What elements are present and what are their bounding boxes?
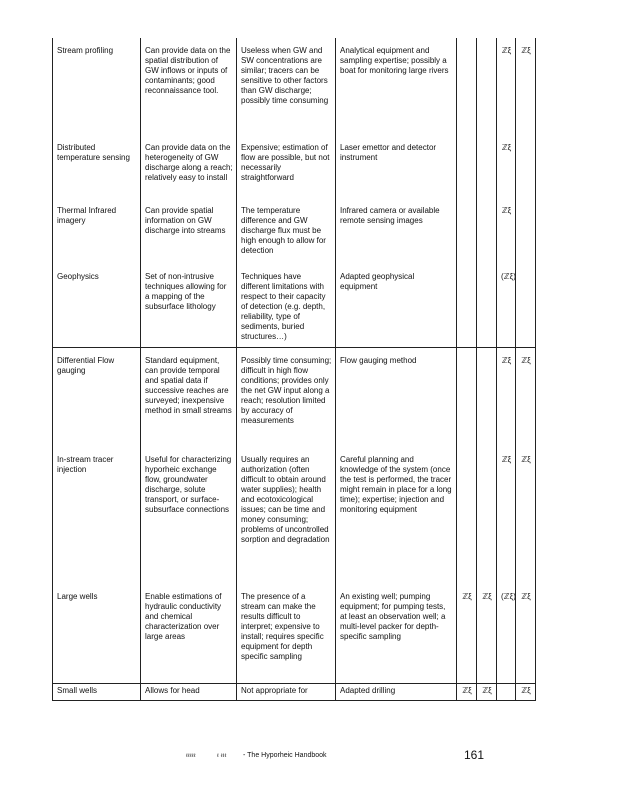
page-number: 161 — [464, 748, 485, 762]
mark-cell: ℤξ — [516, 683, 536, 700]
mark-cell — [477, 264, 497, 347]
mark-cell: ℤξ — [516, 447, 536, 584]
method-cell: Small wells — [53, 683, 141, 700]
limitations-cell: Possibly time consuming; difficult in high flow conditions; provides only the net GW input along a reach; resolution limited by accuracy of measurements — [237, 347, 336, 447]
mark-cell — [516, 198, 536, 264]
table-row — [53, 135, 536, 198]
table-row — [53, 347, 536, 447]
method-cell: Thermal Infrared imagery — [53, 198, 141, 264]
mark-cell — [516, 135, 536, 198]
requirements-cell: Analytical equipment and sampling expertise; possibly a boat for monitoring large rivers — [336, 38, 457, 135]
mark-cell — [477, 198, 497, 264]
mark-cell: ℤξ — [457, 683, 477, 700]
limitations-cell: Expensive; estimation of flow are possible, but not necessarily straightforward — [237, 135, 336, 198]
advantages-cell: Allows for head — [141, 683, 237, 700]
mark-cell — [477, 135, 497, 198]
mark-cell: ℤξ — [497, 447, 516, 584]
table-row — [53, 264, 536, 347]
method-cell: Stream profiling — [53, 38, 141, 135]
mark-cell: ℤξ — [497, 347, 516, 447]
requirements-cell: Adapted geophysical equipment — [336, 264, 457, 347]
advantages-cell: Standard equipment, can provide temporal and spatial data if successive reaches are surveyed; inexpensive method in small streams — [141, 347, 237, 447]
table-row — [53, 447, 536, 584]
requirements-cell: Adapted drilling — [336, 683, 457, 700]
table-row — [53, 683, 536, 700]
mark-cell: ℤξ — [516, 38, 536, 135]
mark-cell: ℤξ — [477, 584, 497, 683]
requirements-cell: Laser emettor and detector instrument — [336, 135, 457, 198]
mark-cell — [457, 347, 477, 447]
advantages-cell: Set of non-intrusive techniques allowing for a mapping of the subsurface lithology — [141, 264, 237, 347]
mark-cell — [457, 135, 477, 198]
method-cell: Differential Flow gauging — [53, 347, 141, 447]
advantages-cell: Enable estimations of hydraulic conductivity and chemical characterization over large areas — [141, 584, 237, 683]
table-row — [53, 38, 536, 135]
footer-small-text: ℓ ℓℓℓ — [217, 753, 227, 759]
mark-cell: ℤξ — [477, 683, 497, 700]
mark-cell — [457, 264, 477, 347]
mark-cell — [477, 447, 497, 584]
footer-small-text: ℓℓℓℓℓ — [186, 753, 196, 759]
limitations-cell: Usually requires an authorization (often difficult to obtain around water supplies); health and ecotoxicological issues; can be time and money consuming; problems of uncontrolled sorption and degradation — [237, 447, 336, 584]
mark-cell — [477, 347, 497, 447]
table-row — [53, 198, 536, 264]
mark-cell: ℤξ — [497, 38, 516, 135]
mark-cell: ℤξ — [457, 584, 477, 683]
requirements-cell: An existing well; pumping equipment; for pumping tests, at least an observation well; a multi-level packer for depth-specific sampling — [336, 584, 457, 683]
table-row — [53, 584, 536, 683]
mark-cell — [457, 447, 477, 584]
limitations-cell: Techniques have different limitations with respect to their capacity of detection (e.g. depth, reliability, type of sediments, buried structures…) — [237, 264, 336, 347]
advantages-cell: Can provide data on the spatial distribution of GW inflows or inputs of contaminants; good reconnaissance tool. — [141, 38, 237, 135]
methods-table — [52, 38, 536, 701]
requirements-cell: Flow gauging method — [336, 347, 457, 447]
mark-cell — [516, 264, 536, 347]
mark-cell — [457, 198, 477, 264]
mark-cell: ℤξ — [497, 135, 516, 198]
page-footer — [0, 748, 618, 764]
mark-cell: ℤξ — [516, 584, 536, 683]
advantages-cell: Can provide data on the heterogeneity of GW discharge along a reach; relatively easy to install — [141, 135, 237, 198]
mark-cell: (ℤξ) — [497, 264, 516, 347]
method-cell: Large wells — [53, 584, 141, 683]
requirements-cell: Infrared camera or available remote sensing images — [336, 198, 457, 264]
footer-book-title: - The Hyporheic Handbook — [243, 752, 327, 759]
limitations-cell: Useless when GW and SW concentrations are similar; tracers can be sensitive to other factors than GW discharge; possibly time consuming — [237, 38, 336, 135]
method-cell: Distributed temperature sensing — [53, 135, 141, 198]
mark-cell: ℤξ — [516, 347, 536, 447]
method-cell: Geophysics — [53, 264, 141, 347]
advantages-cell: Can provide spatial information on GW discharge into streams — [141, 198, 237, 264]
mark-cell — [497, 683, 516, 700]
limitations-cell: The temperature difference and GW discharge flux must be high enough to allow for detection — [237, 198, 336, 264]
limitations-cell: The presence of a stream can make the results difficult to interpret; expensive to install; requires specific equipment for depth specific sampling — [237, 584, 336, 683]
mark-cell — [457, 38, 477, 135]
mark-cell — [477, 38, 497, 135]
mark-cell: (ℤξ) — [497, 584, 516, 683]
method-cell: In-stream tracer injection — [53, 447, 141, 584]
mark-cell: ℤξ — [497, 198, 516, 264]
limitations-cell: Not appropriate for — [237, 683, 336, 700]
advantages-cell: Useful for characterizing hyporheic exchange flow, groundwater discharge, solute transport, or surface-subsurface connections — [141, 447, 237, 584]
requirements-cell: Careful planning and knowledge of the system (once the test is performed, the tracer might remain in place for a long time); expertise; injection and monitoring equipment — [336, 447, 457, 584]
